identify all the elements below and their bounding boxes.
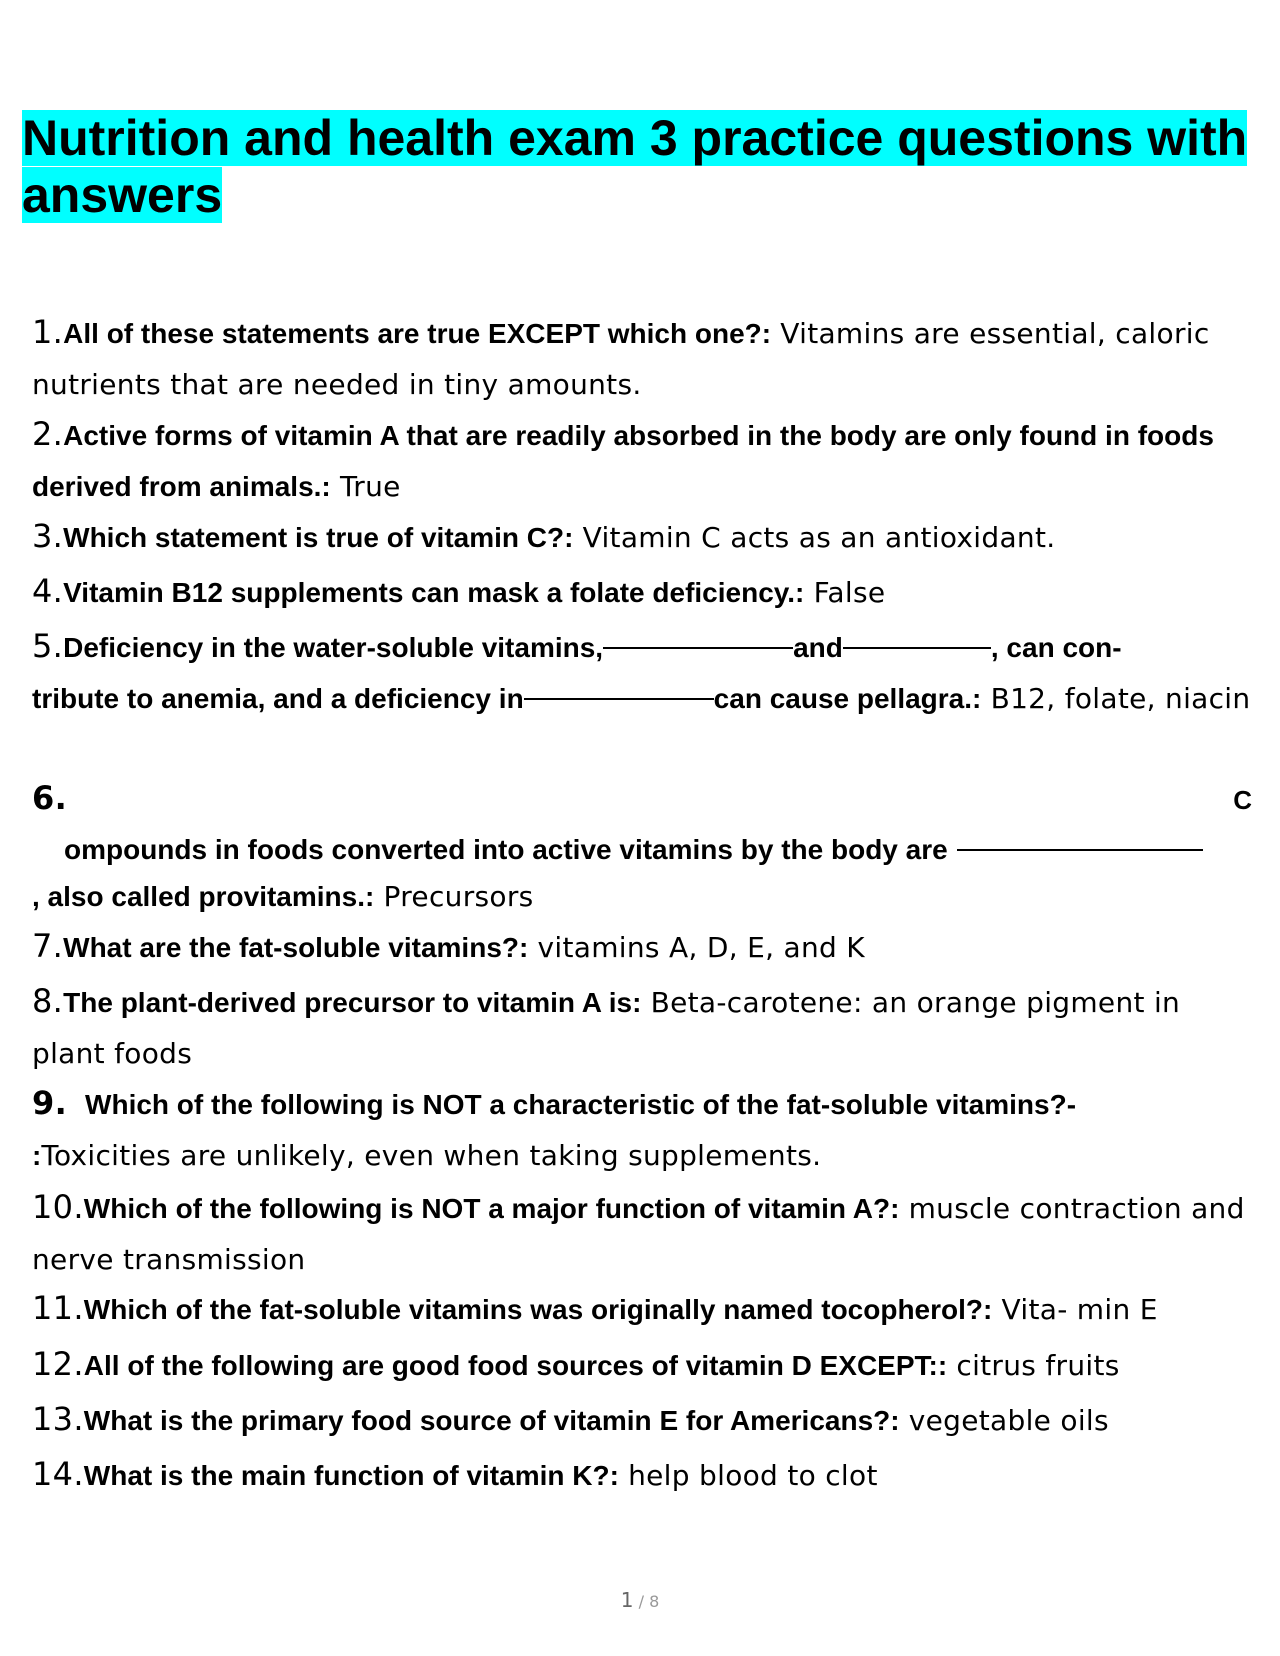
question-text: Which of the fat-soluble vitamins was originally named tocopherol?: (83, 1294, 993, 1325)
question-text: What is the primary food source of vitamin E for Americans?: (83, 1405, 900, 1436)
qa-item-13 (32, 1394, 1257, 1446)
qa-item-4 (32, 566, 1257, 618)
question-text: The plant-derived precursor to vitamin A is: (63, 987, 642, 1018)
page-separator: / (638, 1592, 644, 1611)
total-pages: 8 (649, 1592, 660, 1611)
question-text: All of these statements are true EXCEPT which one?: (63, 318, 772, 349)
question-number: 13. (32, 1400, 84, 1438)
qa-item-6 (32, 773, 1252, 922)
document-title (22, 110, 1262, 224)
question-number: 3. (32, 517, 64, 555)
qa-item-7 (32, 921, 1257, 973)
question-text: Which of the following is NOT a characteristic of the fat-soluble vitamins?- (85, 1089, 1077, 1120)
answer-text: False (813, 576, 886, 609)
question-number: 4. (32, 572, 64, 610)
qa-item-11 (32, 1283, 1257, 1335)
question-number: 1. (32, 313, 64, 351)
question-text: What is the main function of vitamin K?: (83, 1460, 619, 1491)
question-number: 2. (32, 415, 64, 453)
qa-item-3 (32, 511, 1257, 563)
question-text-part-1: Deficiency in the water-soluble vitamins, (63, 632, 604, 663)
question-text: All of the following are good food sources of vitamin D EXCEPT:: (83, 1350, 948, 1381)
fill-blank (957, 849, 1203, 851)
answer-text: Vitamin C acts as an antioxidant. (582, 521, 1056, 554)
answer-text: Toxicities are unlikely, even when taking supplements. (41, 1139, 822, 1172)
fill-blank (603, 647, 793, 649)
answer-text: citrus fruits (956, 1349, 1120, 1382)
qa-item-9 (32, 1078, 1257, 1181)
question-text: Which of the following is NOT a major function of vitamin A?: (83, 1193, 900, 1224)
question-number: 8. (32, 982, 64, 1020)
answer-text: Precursors (383, 880, 534, 913)
question-text-part-5: can cause pellagra.: (713, 683, 982, 714)
question-number: 9. (32, 1084, 68, 1122)
qa-item-12 (32, 1339, 1257, 1391)
qa-item-1 (32, 307, 1257, 410)
question-text-part-3: , can con- (990, 632, 1122, 663)
answer-text: Vita- min E (1001, 1293, 1158, 1326)
answer-text: Vitamins are essential, caloric nutrients that are needed in tiny amounts. (32, 317, 1210, 401)
answer-text: muscle contraction and nerve transmission (32, 1192, 1245, 1276)
qa-item-8 (32, 976, 1257, 1079)
answer-text: Beta-carotene: an orange pigment in plant foods (32, 986, 1181, 1070)
question-text: Vitamin B12 supplements can mask a folate deficiency.: (63, 577, 805, 608)
question-text: ompounds in foods converted into active vitamins by the body are (64, 834, 948, 865)
fill-blank (843, 647, 991, 649)
fill-blank (524, 698, 714, 700)
page-indicator (0, 1588, 1280, 1612)
question-number: 12. (32, 1345, 84, 1383)
question-text-part-4: tribute to anemia, and a deficiency in (32, 683, 524, 714)
qa-item-2 (32, 409, 1257, 512)
question-text-part-2: and (793, 632, 843, 663)
question-text-tail: , also called provitamins.: (32, 881, 375, 912)
question-number: 7. (32, 927, 64, 965)
document-title-text: Nutrition and health exam 3 practice questions with answers (22, 110, 1248, 223)
answer-text: help blood to clot (628, 1459, 878, 1492)
question-number: 5. (32, 627, 64, 665)
qa-item-14 (32, 1449, 1257, 1501)
question-first-letter: C (1233, 785, 1252, 815)
qa-item-10 (32, 1182, 1257, 1285)
question-number: 14. (32, 1455, 84, 1493)
question-text: What are the fat-soluble vitamins?: (63, 932, 529, 963)
qa-item-5 (32, 621, 1257, 724)
answer-text: vitamins A, D, E, and K (537, 931, 865, 964)
current-page: 1 (620, 1588, 634, 1612)
question-number: 6. (32, 779, 68, 817)
answer-text: True (339, 470, 401, 503)
question-number: 11. (32, 1289, 84, 1327)
answer-text: B12, folate, niacin (990, 682, 1251, 715)
question-text: Which statement is true of vitamin C?: (63, 522, 574, 553)
question-colon: : (32, 1140, 42, 1171)
question-text: Active forms of vitamin A that are readily absorbed in the body are only found in foods derived from animals.: (32, 420, 1214, 502)
answer-text: vegetable oils (908, 1404, 1109, 1437)
question-number: 10. (32, 1188, 84, 1226)
